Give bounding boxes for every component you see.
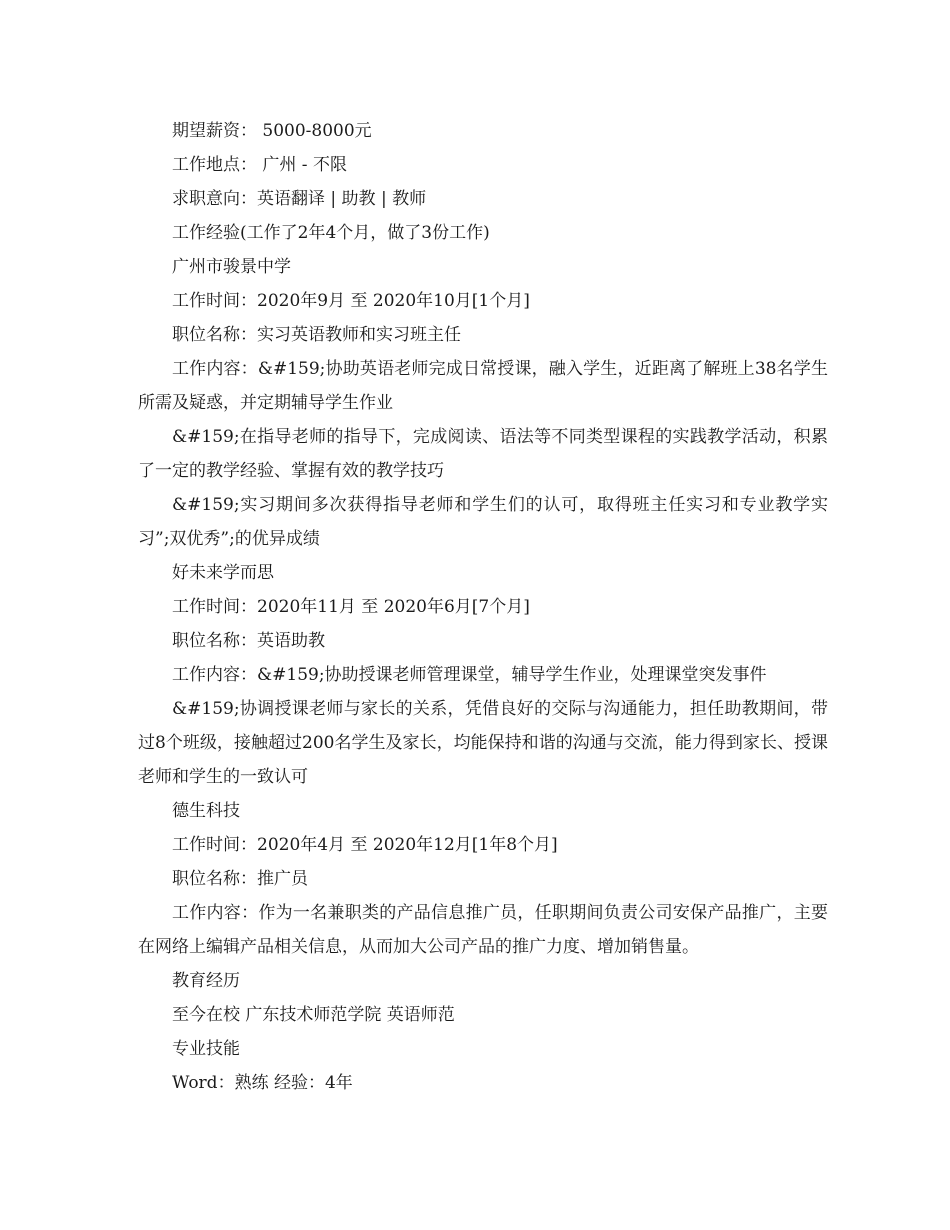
job-content: 工作内容：&#159;协助英语老师完成日常授课，融入学生，近距离了解班上38名学生所需及疑惑，并定期辅导学生作业 [138, 359, 828, 413]
job-content: &#159;实习期间多次获得指导老师和学生们的认可，取得班主任实习和专业教学实习”;双优秀”;的优异成绩 [138, 495, 828, 549]
job-position: 职位名称：推广员 [172, 869, 308, 889]
job-time: 工作时间：2020年9月 至 2020年10月[1个月] [172, 291, 530, 311]
experience-heading: 工作经验(工作了2年4个月，做了3份工作) [172, 223, 490, 243]
job-content: &#159;在指导老师的指导下，完成阅读、语法等不同类型课程的实践教学活动，积累了一定的教学经验、掌握有效的教学技巧 [138, 427, 828, 481]
work-location: 工作地点： 广州 - 不限 [172, 155, 347, 175]
skill-entry: Word：熟练 经验：4年 [172, 1073, 353, 1093]
job-position: 职位名称：英语助教 [172, 631, 325, 651]
job-intent: 求职意向：英语翻译 | 助教 | 教师 [172, 189, 427, 209]
education-heading: 教育经历 [172, 971, 240, 991]
education-entry: 至今在校 广东技术师范学院 英语师范 [172, 1005, 455, 1025]
resume-body [138, 114, 828, 1100]
expected-salary: 期望薪资： 5000-8000元 [172, 121, 372, 141]
skills-heading: 专业技能 [172, 1039, 240, 1059]
job-time: 工作时间：2020年11月 至 2020年6月[7个月] [172, 597, 530, 617]
job-content: 工作内容：&#159;协助授课老师管理课堂，辅导学生作业，处理课堂突发事件 [172, 665, 767, 685]
job-content: &#159;协调授课老师与家长的关系，凭借良好的交际与沟通能力，担任助教期间，带过8个班级，接触超过200名学生及家长，均能保持和谐的沟通与交流，能力得到家长、授课老师和学生的一致认可 [138, 699, 828, 787]
job-company: 德生科技 [172, 801, 240, 821]
job-position: 职位名称：实习英语教师和实习班主任 [172, 325, 461, 345]
job-content: 工作内容：作为一名兼职类的产品信息推广员，任职期间负责公司安保产品推广，主要在网络上编辑产品相关信息，从而加大公司产品的推广力度、增加销售量。 [138, 903, 828, 957]
job-company: 广州市骏景中学 [172, 257, 291, 277]
job-company: 好未来学而思 [172, 563, 274, 583]
job-time: 工作时间：2020年4月 至 2020年12月[1年8个月] [172, 835, 558, 855]
